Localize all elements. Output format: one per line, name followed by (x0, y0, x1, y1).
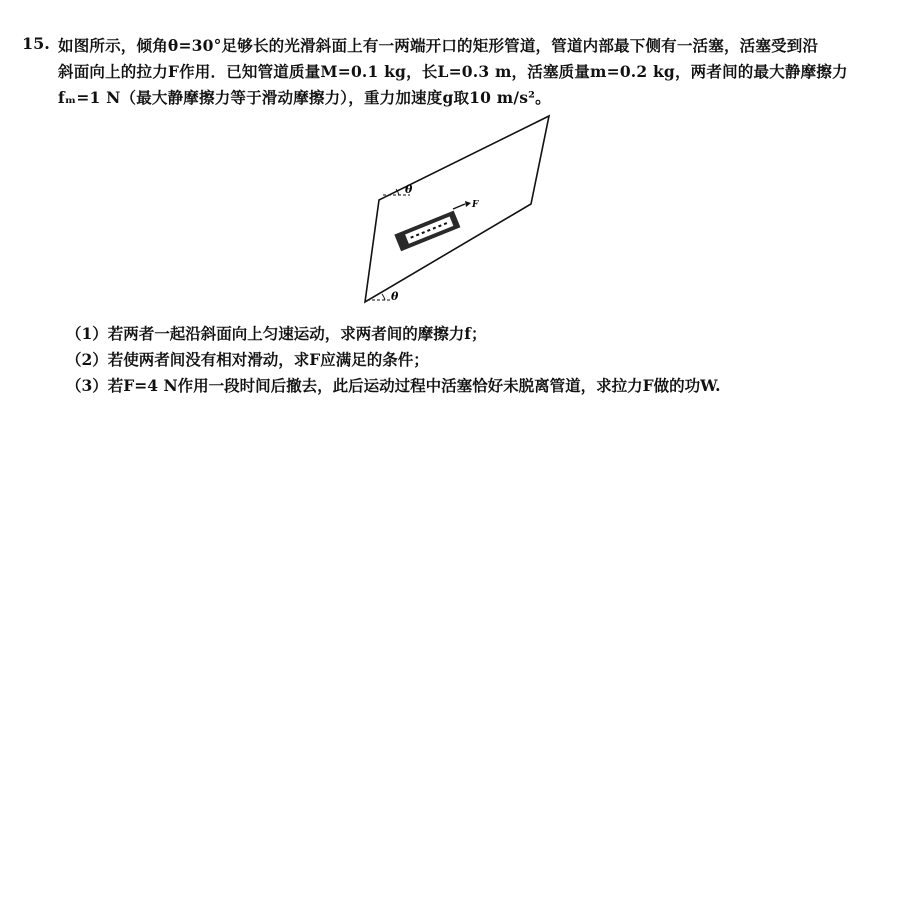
force-arrow (453, 204, 465, 209)
question-stem-line-3: fₘ=1 N（最大静摩擦力等于滑动摩擦力），重力加速度g取10 m/s²。 (58, 88, 551, 107)
sub-question-2: （2）若使两者间没有相对滑动，求F应满足的条件； (66, 350, 429, 369)
question-stem-line-1: 如图所示，倾角θ=30°足够长的光滑斜面上有一两端开口的矩形管道，管道内部最下侧有一活塞，活塞受到沿 (58, 36, 819, 55)
top-angle-label: θ (405, 183, 413, 196)
question-stem-line-2: 斜面向上的拉力F作用．已知管道质量M=0.1 kg，长L=0.3 m，活塞质量m=0.2 kg，两者间的最大静摩擦力 (58, 62, 848, 81)
bottom-angle-arc (382, 294, 385, 300)
tube-with-piston (394, 211, 460, 252)
incline-plane (365, 116, 549, 302)
force-arrowhead (465, 201, 471, 207)
sub-question-3: （3）若F=4 N作用一段时间后撤去，此后运动过程中活塞恰好未脱离管道，求拉力F做的功W. (66, 376, 721, 395)
sub-question-1: （1）若两者一起沿斜面向上匀速运动，求两者间的摩擦力f； (66, 324, 487, 343)
question-number: 15. (22, 34, 50, 53)
incline-tube-diagram (355, 110, 555, 310)
force-label: F (472, 200, 479, 210)
bottom-angle-label: θ (391, 290, 399, 303)
